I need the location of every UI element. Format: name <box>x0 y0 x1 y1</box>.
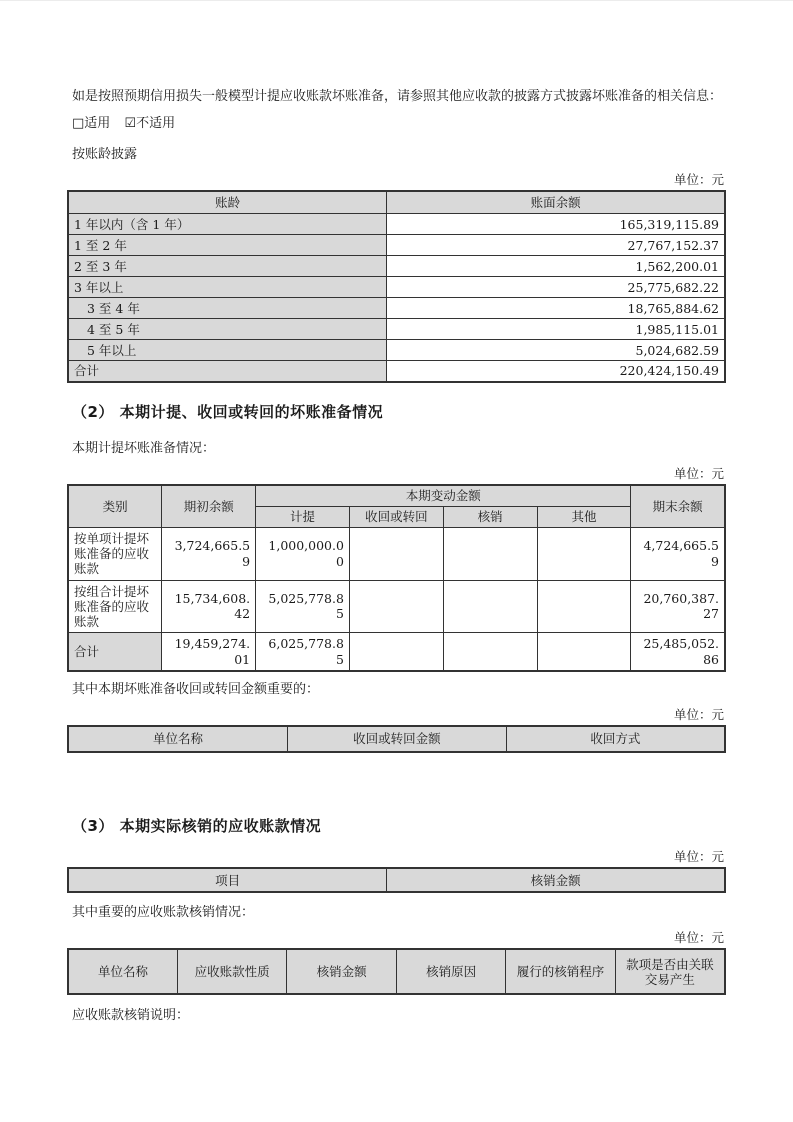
provision-header-category: 类别 <box>68 485 162 527</box>
aging-row-label: 1 年以内（含 1 年） <box>68 214 387 235</box>
provision-header-other: 其他 <box>537 506 631 527</box>
detail-header-reason: 核销原因 <box>396 949 505 994</box>
recovery-header-method: 收回方式 <box>506 726 725 752</box>
provision-row-accrued: 1,000,000.00 <box>256 527 350 580</box>
detail-header-unit-name: 单位名称 <box>68 949 177 994</box>
provision-header-accrued: 计提 <box>256 506 350 527</box>
provision-table <box>67 484 726 672</box>
provision-row-other <box>537 580 631 633</box>
writeoff-table <box>67 867 726 893</box>
provision-total-opening: 19,459,274.01 <box>162 633 256 671</box>
aging-header-balance: 账面余额 <box>387 191 725 214</box>
provision-header-recovered: 收回或转回 <box>349 506 443 527</box>
aging-row-value: 1,985,115.01 <box>387 319 725 340</box>
not-applicable-checkbox: ☑不适用 <box>124 115 176 131</box>
provision-intro: 本期计提坏账准备情况： <box>72 441 216 457</box>
table-row <box>68 235 725 256</box>
provision-total-accrued: 6,025,778.85 <box>256 633 350 671</box>
detail-header-procedure: 履行的核销程序 <box>506 949 615 994</box>
important-writeoffs-intro: 其中重要的应收账款核销情况： <box>72 905 255 921</box>
aging-row-label: 4 至 5 年 <box>68 319 387 340</box>
writeoff-header-row <box>68 868 725 892</box>
table-row <box>68 214 725 235</box>
aging-total-value: 220,424,150.49 <box>387 361 725 382</box>
section-heading-2: （2） 本期计提、收回或转回的坏账准备情况 <box>72 402 384 421</box>
provision-total-category: 合计 <box>68 633 162 671</box>
unit-label: 单位：元 <box>673 171 724 187</box>
aging-total-label: 合计 <box>68 361 387 382</box>
provision-row-opening: 15,734,608.42 <box>162 580 256 633</box>
provision-row-recovered <box>349 527 443 580</box>
unit-label: 单位：元 <box>673 706 724 722</box>
table-row <box>68 319 725 340</box>
aging-row-label: 1 至 2 年 <box>68 235 387 256</box>
aging-row-value: 1,562,200.01 <box>387 256 725 277</box>
writeoff-note: 应收账款核销说明： <box>72 1008 190 1024</box>
aging-disclosure-label: 按账龄披露 <box>72 146 138 162</box>
writeoff-detail-header-row <box>68 949 725 994</box>
provision-row-other <box>537 527 631 580</box>
detail-header-related-party: 款项是否由关联交易产生 <box>615 949 725 994</box>
recovery-intro: 其中本期坏账准备收回或转回金额重要的： <box>72 681 320 697</box>
writeoff-detail-table <box>67 948 726 995</box>
aging-table-header-row <box>68 191 725 214</box>
recovery-header-row <box>68 726 725 752</box>
provision-header-closing: 期末余额 <box>631 485 725 527</box>
provision-row-writtenoff <box>443 580 537 633</box>
unit-label: 单位：元 <box>673 466 724 482</box>
aging-row-label: 2 至 3 年 <box>68 256 387 277</box>
provision-header-opening: 期初余额 <box>162 485 256 527</box>
table-row <box>68 298 725 319</box>
provision-row-recovered <box>349 580 443 633</box>
provision-row-category: 按单项计提坏账准备的应收账款 <box>68 527 162 580</box>
aging-header-age: 账龄 <box>68 191 387 214</box>
aging-row-label: 5 年以上 <box>68 340 387 361</box>
applicable-checkbox: □适用 <box>72 115 111 131</box>
detail-header-amount: 核销金额 <box>287 949 396 994</box>
unit-label: 单位：元 <box>673 849 724 865</box>
section-heading-3: （3） 本期实际核销的应收账款情况 <box>72 816 322 835</box>
recovery-table <box>67 725 726 753</box>
aging-row-value: 5,024,682.59 <box>387 340 725 361</box>
provision-row-closing: 20,760,387.27 <box>631 580 725 633</box>
provision-total-recovered <box>349 633 443 671</box>
intro-paragraph: 如是按照预期信用损失一般模型计提应收账款坏账准备，请参照其他应收款的披露方式披露坏账准备的相关信息： <box>72 89 723 104</box>
detail-header-nature: 应收账款性质 <box>177 949 286 994</box>
table-row <box>68 256 725 277</box>
provision-row-closing: 4,724,665.59 <box>631 527 725 580</box>
aging-row-label: 3 至 4 年 <box>68 298 387 319</box>
aging-row-value: 165,319,115.89 <box>387 214 725 235</box>
recovery-header-unit-name: 单位名称 <box>68 726 287 752</box>
provision-total-other <box>537 633 631 671</box>
applicability-line <box>72 116 726 133</box>
table-row <box>68 580 725 633</box>
writeoff-header-item: 项目 <box>68 868 387 892</box>
writeoff-header-amount: 核销金额 <box>387 868 725 892</box>
aging-table <box>67 190 726 383</box>
provision-header-change-group: 本期变动金额 <box>256 485 631 506</box>
provision-row-opening: 3,724,665.59 <box>162 527 256 580</box>
aging-row-value: 27,767,152.37 <box>387 235 725 256</box>
table-row <box>68 277 725 298</box>
page-content <box>67 1 726 1025</box>
provision-header-writtenoff: 核销 <box>443 506 537 527</box>
table-row <box>68 340 725 361</box>
table-row <box>68 527 725 580</box>
provision-header-row-1 <box>68 485 725 506</box>
provision-total-closing: 25,485,052.86 <box>631 633 725 671</box>
recovery-header-amount: 收回或转回金额 <box>287 726 506 752</box>
provision-row-category: 按组合计提坏账准备的应收账款 <box>68 580 162 633</box>
aging-row-label: 3 年以上 <box>68 277 387 298</box>
unit-label: 单位：元 <box>673 930 724 946</box>
aging-row-value: 18,765,884.62 <box>387 298 725 319</box>
table-row-total <box>68 633 725 671</box>
provision-row-accrued: 5,025,778.85 <box>256 580 350 633</box>
provision-total-writtenoff <box>443 633 537 671</box>
table-row-total <box>68 361 725 382</box>
aging-row-value: 25,775,682.22 <box>387 277 725 298</box>
provision-row-writtenoff <box>443 527 537 580</box>
